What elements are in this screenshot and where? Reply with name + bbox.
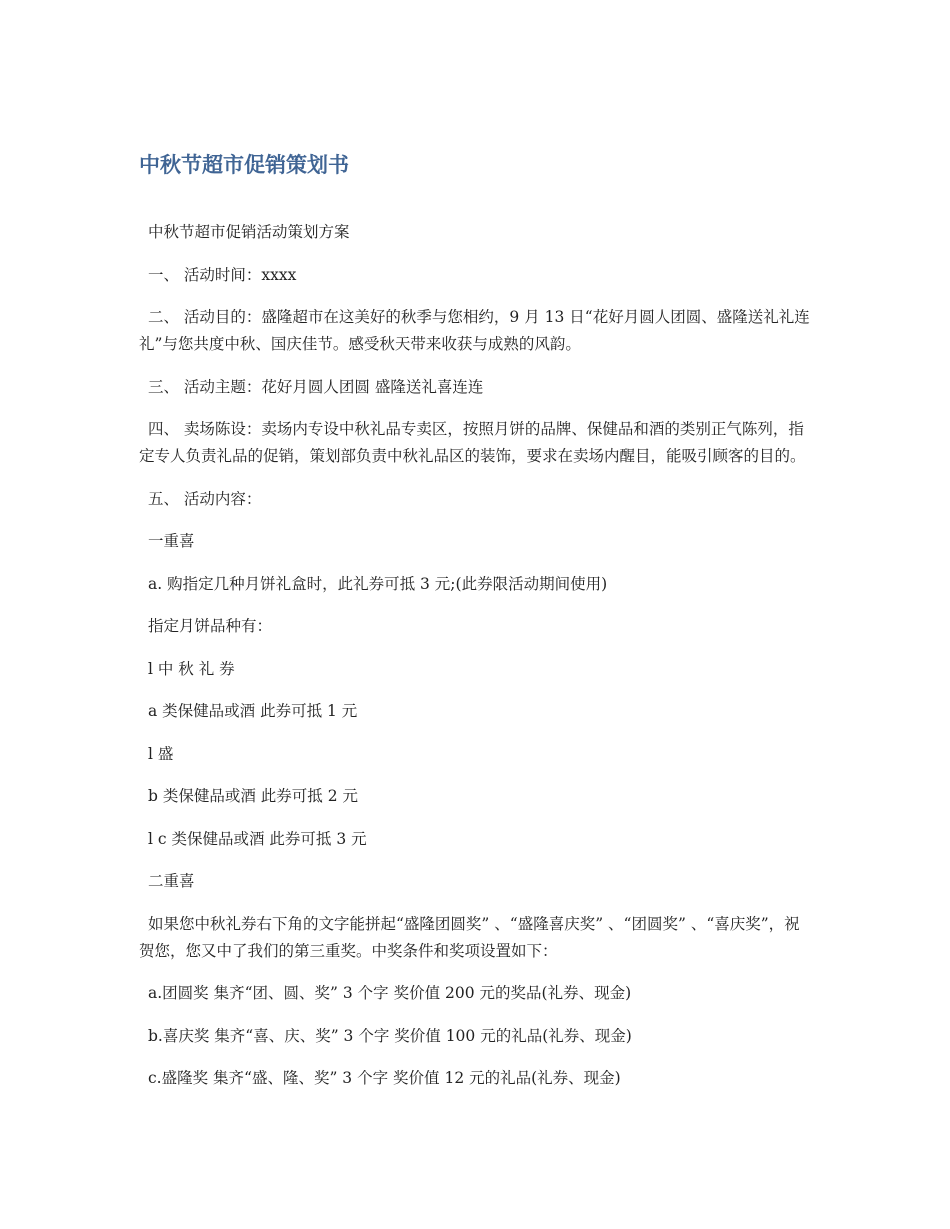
document-title: 中秋节超市促销策划书 — [139, 153, 349, 177]
paragraph-activity-time: 一、 活动时间：xxxx — [148, 265, 297, 284]
paragraph-mooncake-types: 指定月饼品种有： — [148, 617, 273, 635]
paragraph-prize-conditions: 如果您中秋礼券右下角的文字能拼起“盛隆团圆奖” 、“盛隆喜庆奖” 、“团圆奖” 、“喜庆奖”，祝贺您，您又中了我们的第三重奖。中奖条件和奖项设置如下： — [139, 914, 800, 960]
paragraph-activity-content: 五、 活动内容： — [148, 489, 262, 508]
list-item: a 类保健品或酒 此券可抵 1 元 — [148, 702, 358, 720]
paragraph-plan-subtitle: 中秋节超市促销活动策划方案 — [148, 223, 350, 241]
paragraph-mooncake-voucher: a. 购指定几种月饼礼盒时，此礼券可抵 3 元;(此券限活动期间使用) — [148, 574, 608, 593]
paragraph-first-prize: 一重喜 — [148, 532, 195, 550]
list-item: a.团圆奖 集齐“团、圆、奖” 3 个字 奖价值 200 元的奖品(礼券、现金) — [148, 984, 632, 1002]
list-item: b.喜庆奖 集齐“喜、庆、奖” 3 个字 奖价值 100 元的礼品(礼券、现金) — [148, 1026, 632, 1045]
paragraph-activity-theme: 三、 活动主题：花好月圆人团圆 盛隆送礼喜连连 — [148, 377, 484, 396]
list-item: c.盛隆奖 集齐“盛、隆、奖” 3 个字 奖价值 12 元的礼品(礼券、现金) — [148, 1069, 621, 1087]
list-item: b 类保健品或酒 此券可抵 2 元 — [148, 787, 358, 805]
paragraph-store-display: 四、 卖场陈设：卖场内专设中秋礼品专卖区，按照月饼的品牌、保健品和酒的类别正气陈列，指定专人负责礼品的促销，策划部负责中秋礼品区的装饰，要求在卖场内醒目，能吸引顾客的目的。 — [139, 420, 806, 465]
paragraph-second-prize: 二重喜 — [148, 872, 195, 890]
list-item: l 中 秋 礼 券 — [148, 659, 235, 678]
list-item: l 盛 — [148, 744, 174, 763]
document-body — [139, 219, 811, 1108]
list-item: l c 类保健品或酒 此券可抵 3 元 — [148, 829, 367, 848]
paragraph-activity-purpose: 二、 活动目的：盛隆超市在这美好的秋季与您相约，9 月 13 日“花好月圆人团圆、盛隆送礼礼连礼”与您共度中秋、国庆佳节。感受秋天带来收获与成熟的风韵。 — [139, 308, 810, 353]
